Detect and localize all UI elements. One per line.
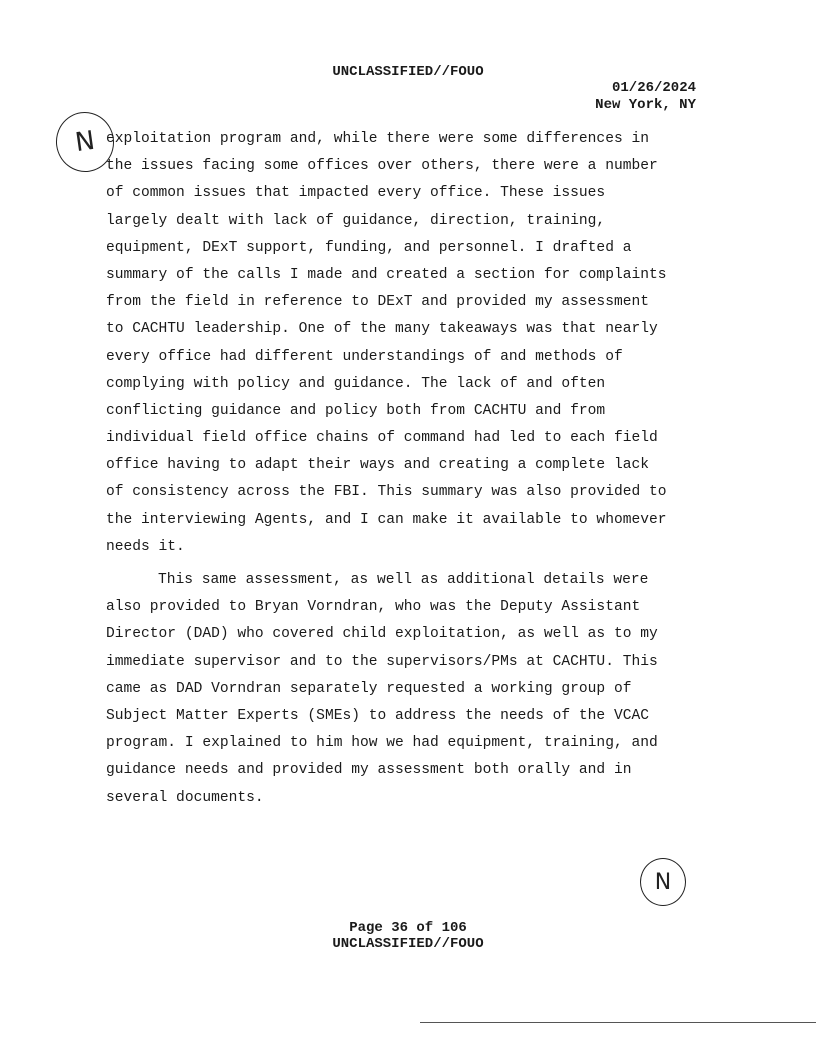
body-line: guidance needs and provided my assessment both orally and in [106,762,632,779]
body-line: Director (DAD) who covered child exploitation, as well as to my [106,626,658,643]
initials-stamp-bottom: N [640,858,686,906]
body-line: of common issues that impacted every office. These issues [106,185,606,202]
body-line: came as DAD Vorndran separately requested a working group of [106,680,632,697]
body-line: immediate supervisor and to the supervisors/PMs at CACHTU. This [106,653,658,670]
body-line: of consistency across the FBI. This summary was also provided to [106,484,667,501]
body-line: conflicting guidance and policy both from CACHTU and from [106,402,606,419]
body-line: every office had different understandings of and methods of [106,348,623,365]
body-line: the interviewing Agents, and I can make it available to whomever [106,511,667,528]
body-line: office having to adapt their ways and creating a complete lack [106,457,649,474]
body-line: from the field in reference to DExT and provided my assessment [106,294,649,311]
body-line: several documents. [106,789,264,806]
body-line: program. I explained to him how we had equipment, training, and [106,735,658,752]
body-line: This same assessment, as well as additional details were [158,572,649,588]
body-line: individual field office chains of command had led to each field [106,430,658,447]
footer-classification: UNCLASSIFIED//FOUO [332,936,484,952]
body-text [106,126,698,812]
body-line: exploitation program and, while there were some differences in [106,131,649,147]
body-line: also provided to Bryan Vorndran, who was the Deputy Assistant [106,599,641,616]
bottom-rule [420,1022,816,1023]
header-meta [595,80,696,114]
body-line: needs it. [106,538,185,555]
body-line: summary of the calls I made and created a section for complaints [106,266,667,283]
body-line: largely dealt with lack of guidance, direction, training, [106,212,606,229]
body-line: to CACHTU leadership. One of the many takeaways was that nearly [106,321,658,338]
body-line: equipment, DExT support, funding, and personnel. I drafted a [106,239,632,256]
header-location: New York, NY [595,97,696,113]
body-line: Subject Matter Experts (SMEs) to address the needs of the VCAC [106,707,649,724]
footer-page-number: Page 36 of 106 [349,920,467,936]
header-classification: UNCLASSIFIED//FOUO [332,64,484,80]
footer [0,920,816,952]
initials-stamp-top: N [52,108,118,175]
header-date: 01/26/2024 [611,80,696,96]
body-line: complying with policy and guidance. The lack of and often [106,375,606,392]
body-line: the issues facing some offices over others, there were a number [106,158,658,175]
